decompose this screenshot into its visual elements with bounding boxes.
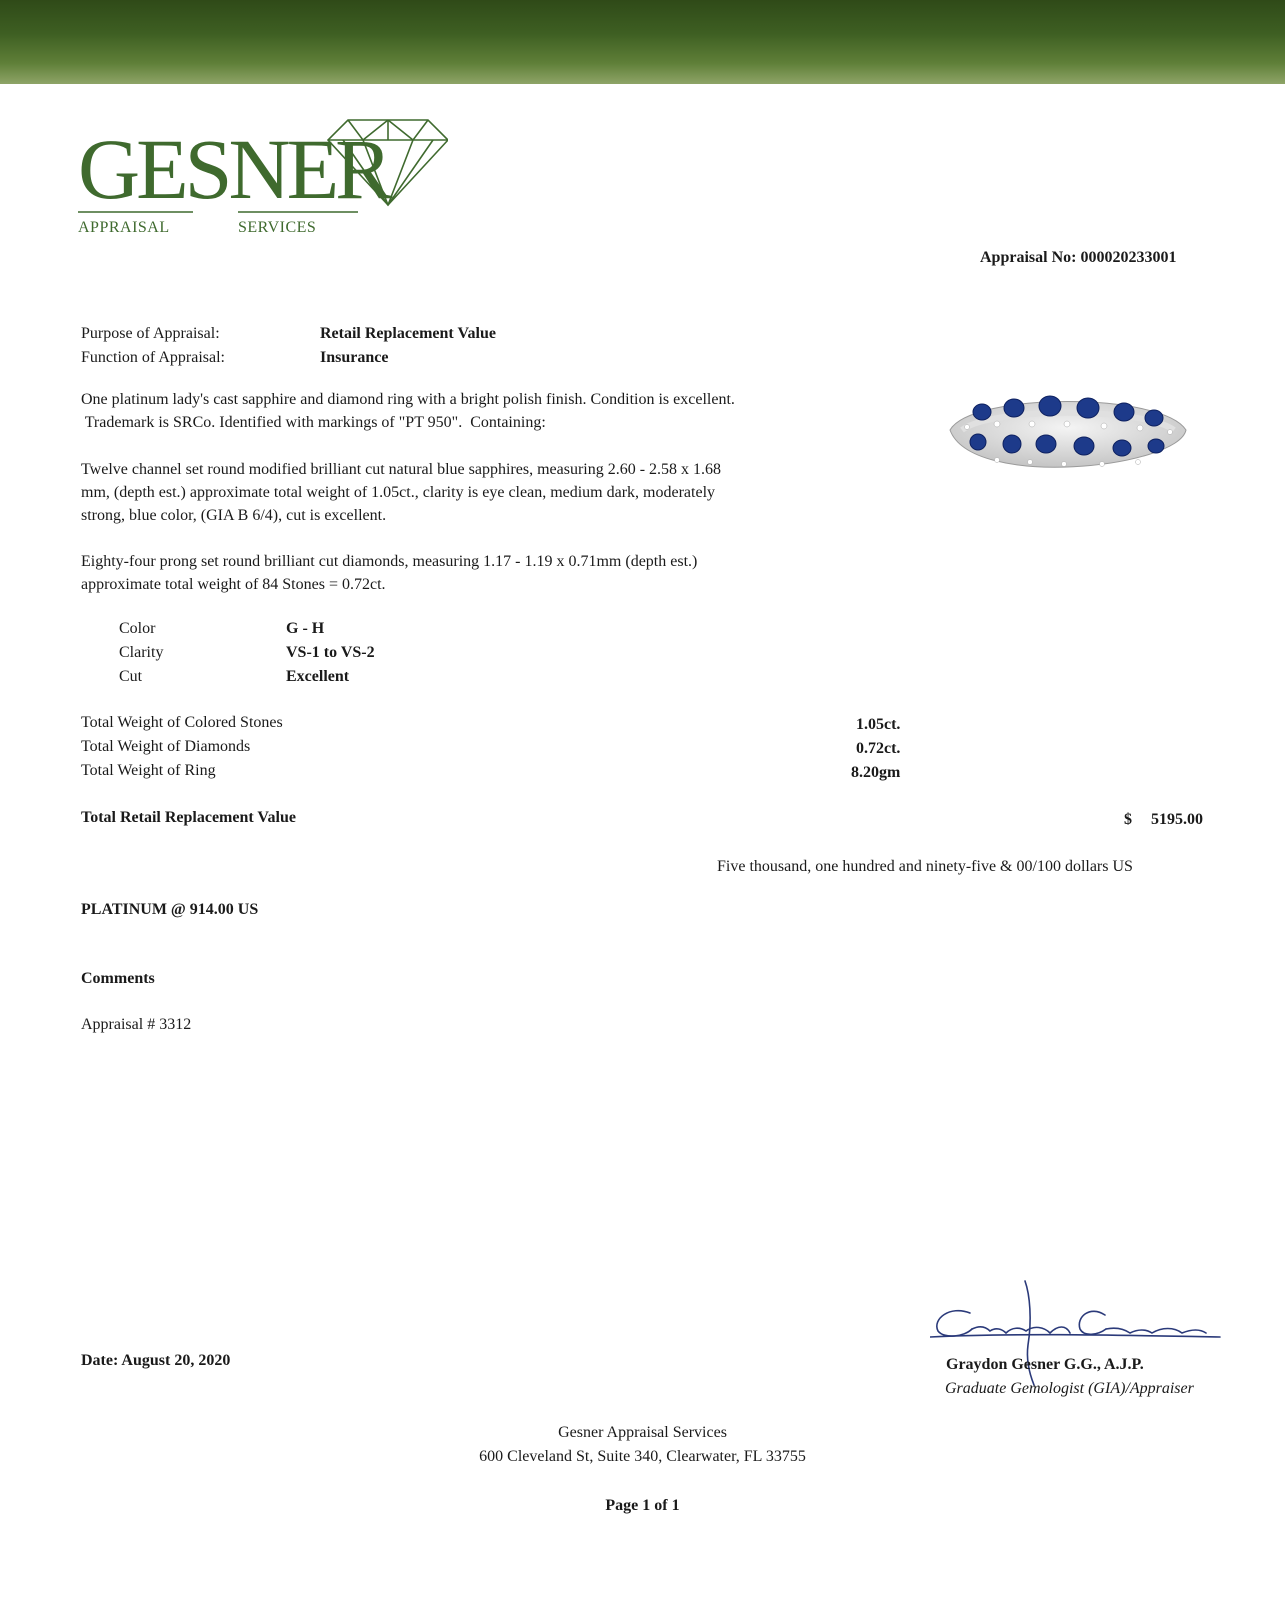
appraiser-title: Graduate Gemologist (GIA)/Appraiser (945, 1380, 1194, 1397)
purpose-value: Retail Replacement Value (320, 325, 496, 342)
appraisal-no-value: 000020233001 (1080, 249, 1177, 266)
top-green-band (0, 0, 1285, 84)
footer-address: 600 Cleveland St, Suite 340, Clearwater, FL 33755 (479, 1448, 806, 1465)
logo-subtitle-left: APPRAISAL (78, 219, 170, 236)
function-label: Function of Appraisal: (81, 349, 225, 366)
gesner-logo (78, 110, 448, 240)
total-value-label: Total Retail Replacement Value (81, 809, 296, 826)
page-number: Page 1 of 1 (605, 1497, 680, 1514)
grade-value-color: G - H (286, 620, 325, 637)
weight-value-diamonds: 0.72ct. (856, 740, 901, 757)
total-currency: $ (1124, 811, 1132, 828)
ring-photo (942, 372, 1192, 500)
description-line: One platinum lady's cast sapphire and diamond ring with a bright polish finish. Condition is excellent. (81, 391, 735, 408)
logo-wordmark: GESNER (78, 121, 389, 217)
appraisal-number (980, 246, 1176, 270)
purpose-label: Purpose of Appraisal: (81, 325, 220, 342)
footer-company: Gesner Appraisal Services (558, 1424, 727, 1441)
comments-heading: Comments (81, 970, 155, 987)
sapphire-description (81, 458, 721, 527)
weight-label-diamonds: Total Weight of Diamonds (81, 738, 251, 755)
diamond-line: approximate total weight of 84 Stones = 0.72ct. (81, 576, 386, 593)
function-value: Insurance (320, 349, 389, 366)
grade-label-color: Color (119, 620, 156, 637)
appraisal-no-label: Appraisal No: (980, 249, 1077, 266)
grade-label-cut: Cut (119, 668, 143, 685)
weight-value-colored: 1.05ct. (856, 716, 901, 733)
weight-label-colored: Total Weight of Colored Stones (81, 714, 283, 731)
diamond-description (81, 550, 697, 596)
sapphire-line: strong, blue color, (GIA B 6/4), cut is excellent. (81, 507, 387, 524)
comments-text: Appraisal # 3312 (81, 1016, 192, 1033)
description-line: Trademark is SRCo. Identified with markings of "PT 950". Containing: (81, 414, 546, 431)
grade-label-clarity: Clarity (119, 644, 164, 661)
weight-value-ring: 8.20gm (851, 764, 901, 781)
metal-price: PLATINUM @ 914.00 US (81, 901, 259, 918)
description (81, 388, 735, 434)
appraiser-name: Graydon Gesner G.G., A.J.P. (946, 1356, 1144, 1373)
total-in-words: Five thousand, one hundred and ninety-five & 00/100 dollars US (717, 858, 1133, 875)
logo-subtitle-right: SERVICES (238, 219, 317, 236)
grade-value-cut: Excellent (286, 668, 350, 685)
weight-label-ring: Total Weight of Ring (81, 762, 216, 779)
sapphire-line: Twelve channel set round modified brilliant cut natural blue sapphires, measuring 2.60 - 2.58 x 1.68 (81, 461, 722, 478)
appraisal-date: Date: August 20, 2020 (81, 1352, 231, 1369)
sapphire-line: mm, (depth est.) approximate total weight of 1.05ct., clarity is eye clean, medium dark, moderately (81, 484, 716, 501)
grade-value-clarity: VS-1 to VS-2 (286, 644, 375, 661)
total-amount: 5195.00 (1151, 811, 1203, 828)
signature-text: Graydon Gesner (930, 1275, 937, 1276)
diamond-line: Eighty-four prong set round brilliant cut diamonds, measuring 1.17 - 1.19 x 0.71mm (depth est.) (81, 553, 698, 570)
